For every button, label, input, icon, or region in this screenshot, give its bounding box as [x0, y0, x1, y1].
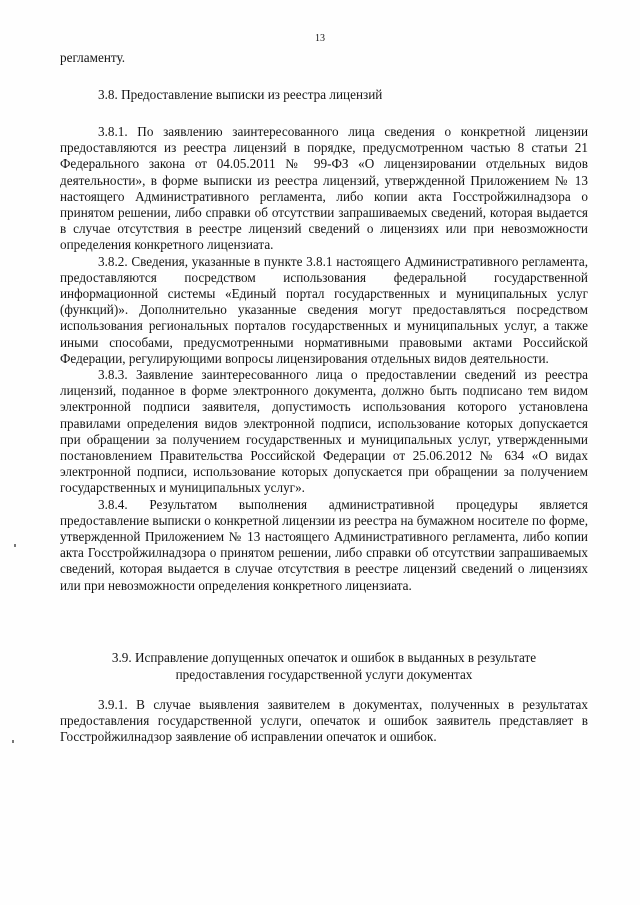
paragraph-3-9-1: 3.9.1. В случае выявления заявителем в документах, полученных в результатах предоставления государственной услуги, опечаток и ошибок заявитель представляет в Госстройжилнадзор заявление об исправлении опечаток и ошибок. [60, 697, 588, 745]
carryover-text [60, 50, 588, 66]
page-number: 13 [315, 33, 325, 44]
paragraph-3-8-2: 3.8.2. Сведения, указанные в пункте 3.8.1 настоящего Административного регламента, предоставляются посредством использования федеральной государственной информационной системы «Единый портал государственных и муниципальных услуг (функций)». Дополнительно указанные сведения могут предоставляться посредством использования региональных порталов государственных и муниципальных услуг, а также иными способами, предусмотренными нормативными правовыми актами Российской Федерации, регулирующими вопросы лицензирования отдельных видов деятельности. [60, 253, 588, 366]
section-3-8-heading: 3.8. Предоставление выписки из реестра лицензий [98, 87, 383, 102]
section-3-9-body [60, 697, 588, 746]
section-3-8-body [60, 124, 588, 594]
scan-speck [14, 544, 16, 547]
section-3-9-heading-line-1: 3.9. Исправление допущенных опечаток и ошибок в выданных в результате [111, 650, 537, 665]
paragraph-3-8-3: 3.8.3. Заявление заинтересованного лица о предоставлении сведений из реестра лицензий, поданное в форме электронного документа, должно быть подписано тем видом электронной подписи заявителя, допустимость использования которого установлена правилами определения видов электронной подписи, использование которых допускается при обращении за получением государственных и муниципальных услуг, утвержденными постановлением Правительства Российской Федерации от 25.06.2012 № 634 «О видах электронной подписи, использование которых допускается при обращении за получением государственных и муниципальных услуг». [60, 367, 588, 496]
paragraph-3-8-1: 3.8.1. По заявлению заинтересованного лица сведения о конкретной лицензии предоставляются из реестра лицензий в порядке, предусмотренном частью 8 статьи 21 Федерального закона от 04.05.2011 № 99-ФЗ «О лицензировании отдельных видов деятельности», в форме выписки из реестра лицензий, утвержденной Приложением № 13 настоящего Административного регламента, либо копии акта Госстройжилнадзора о принятом решении, либо справки об отсутствии запрашиваемых сведений, которая выдается в случае отсутствия в реестре лицензий сведений о лицензиях или при невозможности определения конкретного лицензиата. [60, 124, 588, 253]
scan-speck [12, 740, 14, 743]
paragraph-3-8-4: 3.8.4. Результатом выполнения административной процедуры является предоставление выписки о конкретной лицензии из реестра на бумажном носителе по форме, утвержденной Приложением № 13 настоящего Административного регламента, либо копии акта Госстройжилнадзора о принятом решении, либо справки об отсутствии запрашиваемых сведений, которая выдается в случае отсутствия в реестре лицензий сведений о лицензиях или при невозможности определения конкретного лицензиата. [60, 496, 588, 593]
section-3-9-heading [60, 650, 588, 683]
carryover-paragraph: регламенту. [60, 50, 126, 65]
section-3-9-heading-line-2: предоставления государственной услуги документах [175, 666, 473, 682]
